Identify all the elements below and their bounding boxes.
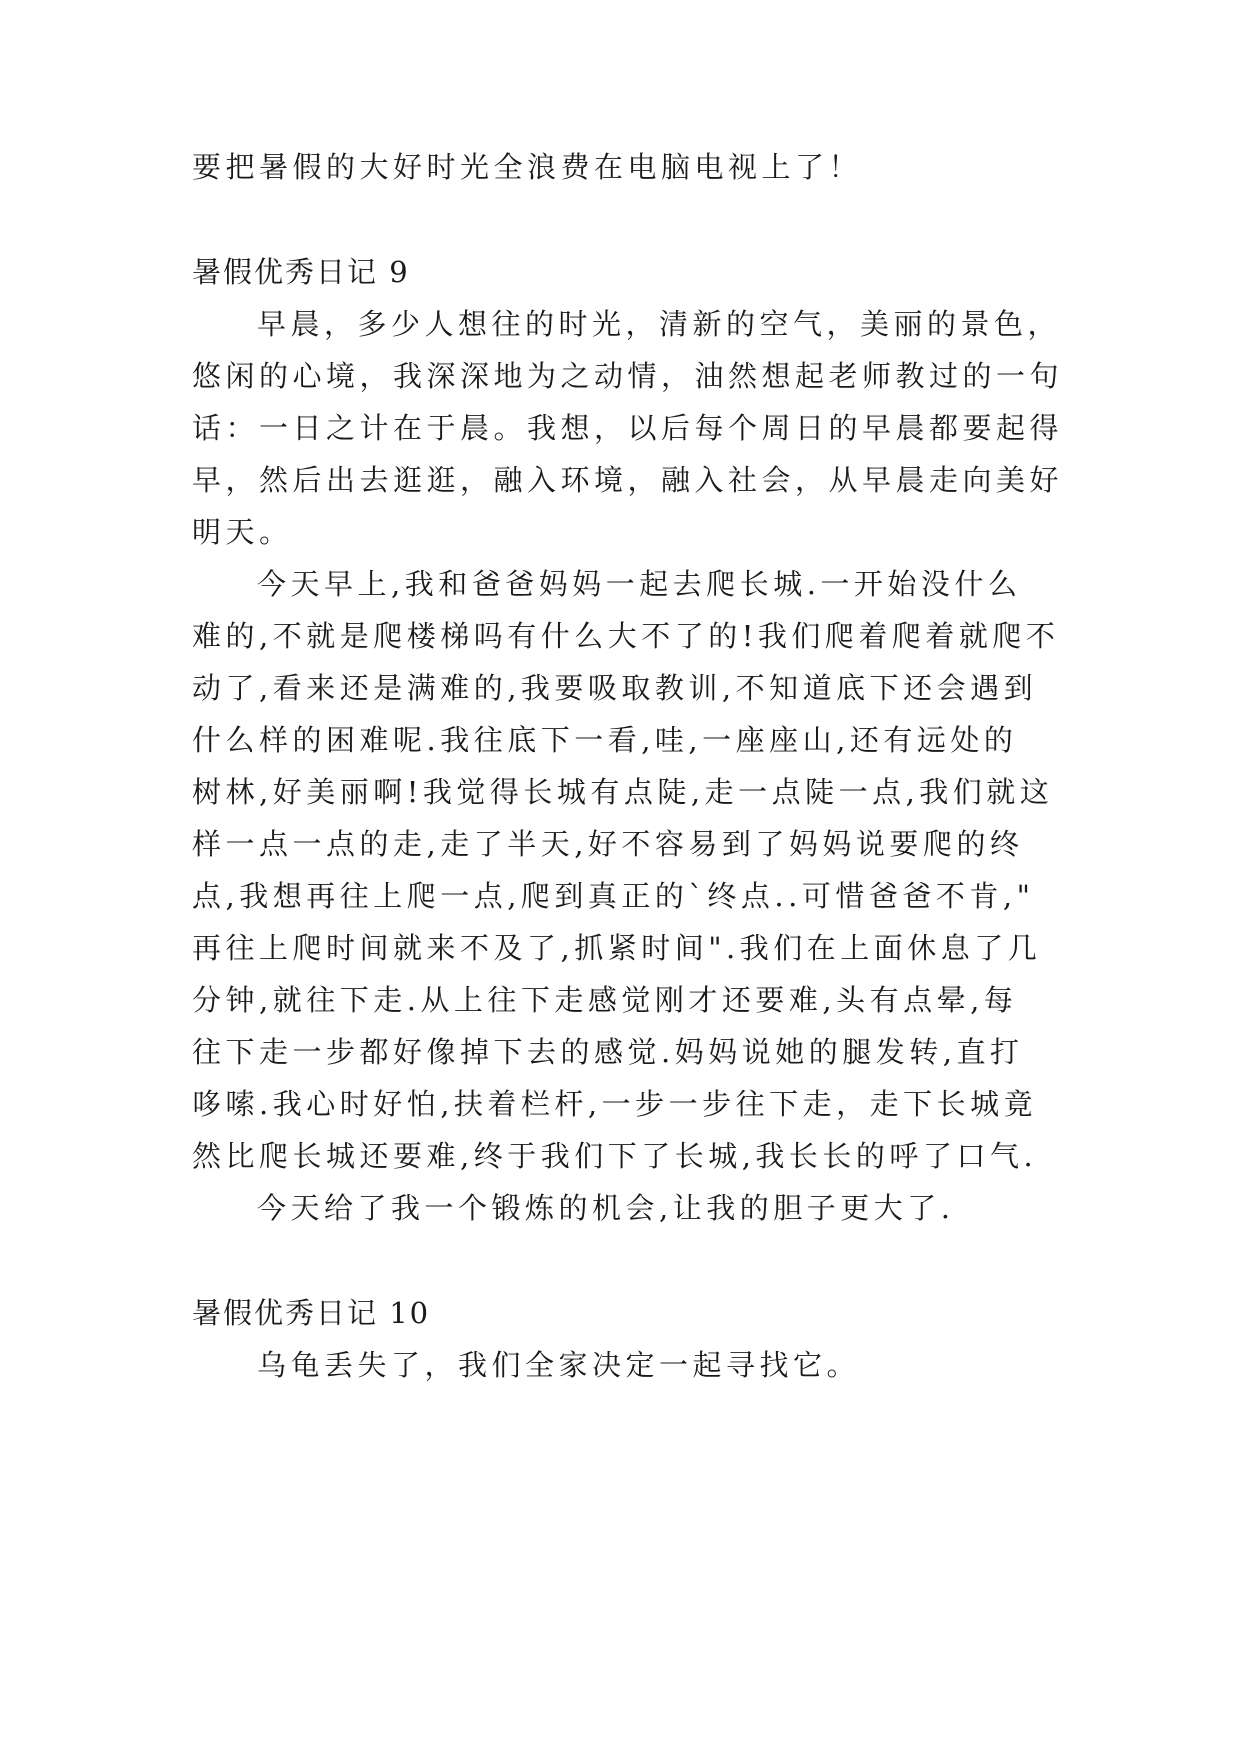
paragraph-line: 悠闲的心境，我深深地为之动情，油然想起老师教过的一句 <box>192 359 1064 393</box>
paragraph-line: 再往上爬时间就来不及了,抓紧时间".我们在上面休息了几 <box>192 931 1042 965</box>
paragraph-line: 今天早上,我和爸爸妈妈一起去爬长城.一开始没什么 <box>257 567 1022 601</box>
paragraph-line: 然比爬长城还要难,终于我们下了长城,我长长的呼了口气. <box>192 1139 1038 1173</box>
diary-heading-9: 暑假优秀日记 9 <box>192 255 410 289</box>
paragraph-line: 今天给了我一个锻炼的机会,让我的胆子更大了. <box>257 1191 955 1225</box>
paragraph-line: 乌龟丢失了，我们全家决定一起寻找它。 <box>257 1348 861 1382</box>
paragraph-line: 要把暑假的大好时光全浪费在电脑电视上了！ <box>192 150 863 184</box>
paragraph-line: 什么样的困难呢.我往底下一看,哇,一座座山,还有远处的 <box>192 723 1018 757</box>
paragraph-line: 往下走一步都好像掉下去的感觉.妈妈说她的腿发转,直打 <box>192 1035 1024 1069</box>
paragraph-line: 分钟,就往下走.从上往下走感觉刚才还要难,头有点晕,每 <box>192 983 1018 1017</box>
paragraph-line: 明天。 <box>192 515 293 549</box>
paragraph-line: 样一点一点的走,走了半天,好不容易到了妈妈说要爬的终 <box>192 827 1024 861</box>
paragraph-line: 动了,看来还是满难的,我要吸取教训,不知道底下还会遇到 <box>192 671 1038 705</box>
paragraph-line: 话：一日之计在于晨。我想，以后每个周日的早晨都要起得 <box>192 411 1064 445</box>
diary-heading-10: 暑假优秀日记 10 <box>192 1296 431 1330</box>
paragraph-line: 树林,好美丽啊!我觉得长城有点陡,走一点陡一点,我们就这 <box>192 775 1054 809</box>
paragraph-line: 难的,不就是爬楼梯吗有什么大不了的!我们爬着爬着就爬不 <box>192 619 1060 653</box>
paragraph-line: 早，然后出去逛逛，融入环境，融入社会，从早晨走向美好 <box>192 463 1064 497</box>
paragraph-line: 点,我想再往上爬一点,爬到真正的`终点..可惜爸爸不肯," <box>192 879 1035 913</box>
paragraph-line: 早晨，多少人想往的时光，清新的空气，美丽的景色， <box>257 307 1062 341</box>
paragraph-line: 哆嗦.我心时好怕,扶着栏杆,一步一步往下走，走下长城竟 <box>192 1087 1038 1121</box>
